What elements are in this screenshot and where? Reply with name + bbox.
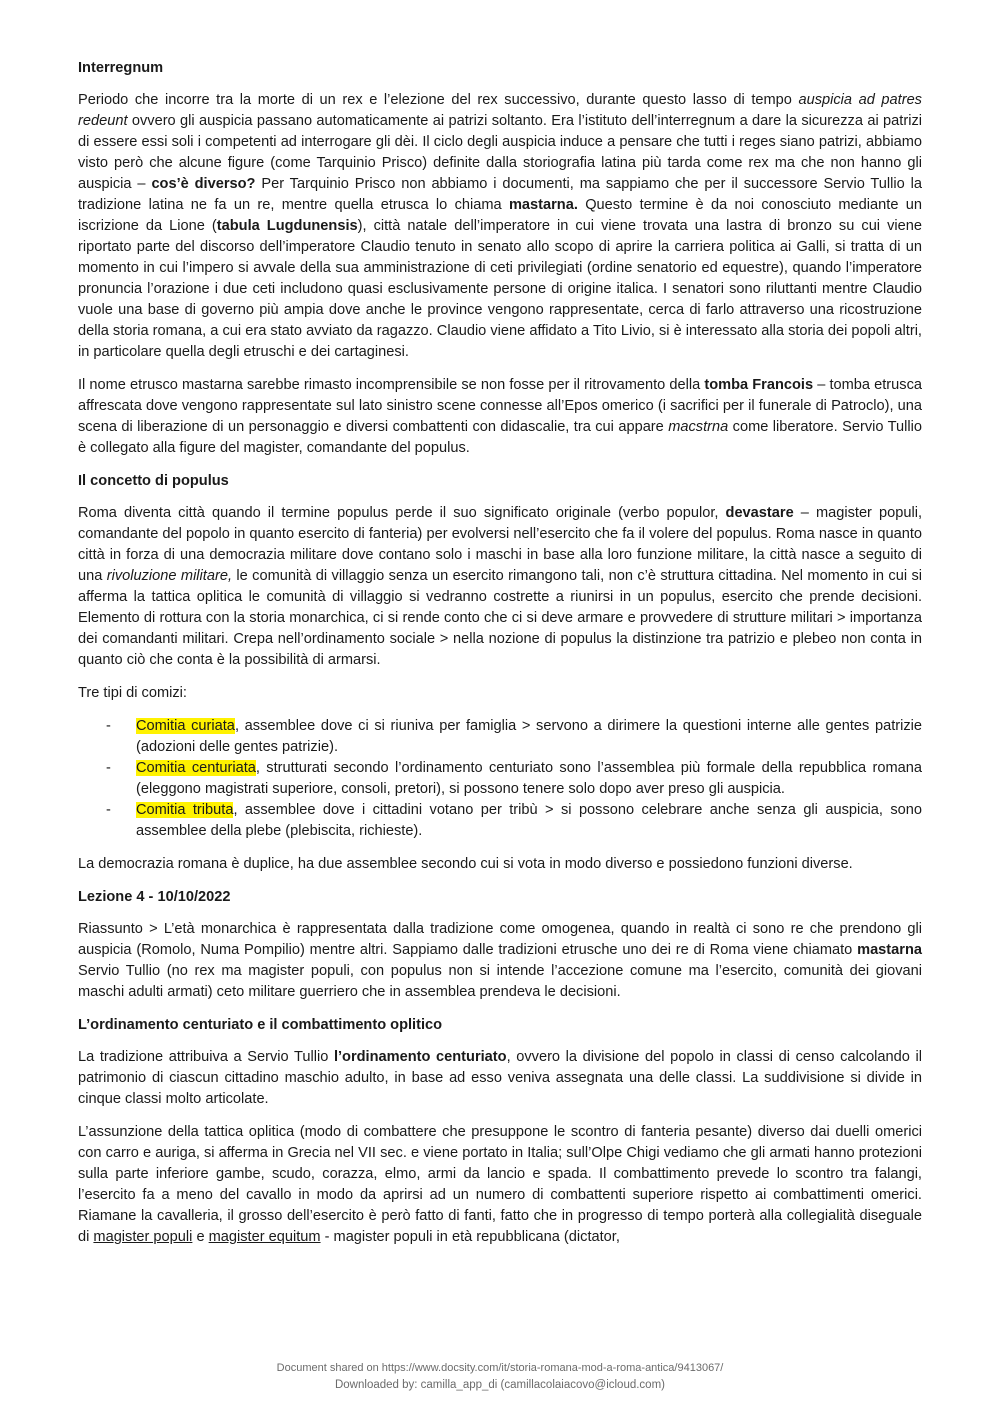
footer-shared-url[interactable]: Document shared on https://www.docsity.com/it/storia-romana-mod-a-roma-antica/9413067/ [276, 1362, 724, 1374]
link-magister-populi[interactable]: magister populi [93, 1229, 193, 1245]
list-item: - Comitia centuriata, strutturati secondo l’ordinamento centuriato sono l’assemblea più formale della repubblica romana (eleggono magistrati superiore, consoli, pretori), si possono tenere solo dopo aver preso gli auspicia. [106, 760, 922, 797]
highlight-comitia-centuriata: Comitia centuriata [136, 760, 256, 776]
paragraph-interregnum-1: Periodo che incorre tra la morte di un rex e l’elezione del rex successivo, durante questo lasso di tempo auspicia ad patres redeunt ovvero gli auspicia passano automaticamente ai patrizi soltanto. Era l’istituto dell’interregnum a dare la sicurezza ai patrizi di essere essi soli i competenti ad interrogare gli dèi. Il ciclo degli auspicia induce a pensare che tutti i reges siano patrizi, abbiamo visto però che alcune figure (come Tarquinio Prisco) definite dalla storiografia latina più tarda come rex ma che non hanno gli auspicia – cos’è diverso? Per Tarquinio Prisco non abbiamo i documenti, ma sappiamo che per il successore Servio Tullio la tradizione latina ne fa un re, mentre quella etrusca lo chiama mastarna. Questo termine è da noi conosciuto mediante un iscrizione da Lione (tabula Lugdunensis), città natale dell’imperatore in cui viene trovata una lastra di bronzo su cui viene riportato parte del discorso dell’imperatore Claudio tenuto in senato allo scopo di aprire la carriera politica ai Galli, si tratta di un momento in cui l’impero si avvale della sua amministrazione di ceti privilegiati (ordine senatorio ed equestre), quando l’imperatore pronuncia l’orazione i due ceti includono quasi esclusivamente persone di origine italica. I senatori sono riluttanti mentre Claudio vuole una base di governo più ampia dove anche le province vengono rappresentate, cerca di farlo attraverso una ricostruzione della storia romana, a cui era stato avviato da ragazzo. Claudio viene affidato a Tito Livio, si è interessato alla storia dei popoli altri, in particolare quella degli etruschi e dei cartaginesi. [78, 92, 922, 360]
paragraph-riassunto: Riassunto > L’età monarchica è rappresentata dalla tradizione come omogenea, quando in realtà ci sono re che prendono gli auspicia (Romolo, Numa Pompilio) mentre altri. Sappiamo dalle tradizioni etrusche uno dei re di Roma viene chiamato mastarna Servio Tullio (no rex ma magister populi, con populus non si intende l’accezione comune ma l’esercito, comunità dei giovani maschi adulti armati) ceto militare guerriero che in assemblea prendeva le decisioni. [78, 921, 922, 1000]
list-item: - Comitia curiata, assemblee dove ci si riuniva per famiglia > servono a dirimere la questioni interne alle gentes patrizie (adozioni delle gentes patrizie). [106, 718, 923, 755]
heading-populus: Il concetto di populus [78, 473, 229, 489]
heading-interregnum: Interregnum [78, 60, 164, 76]
comizi-list [78, 716, 922, 842]
paragraph-ordinamento-1: La tradizione attribuiva a Servio Tullio l’ordinamento centuriato, ovvero la divisione del popolo in classi di censo calcolando il patrimonio di ciascun cittadino maschio adulto, in base ad esso veniva assegnata una delle classi. La suddivisione si divide in cinque classi molto articolate. [78, 1049, 922, 1107]
highlight-comitia-tributa: Comitia tributa [136, 802, 234, 818]
link-magister-equitum[interactable]: magister equitum [208, 1229, 321, 1245]
heading-ordinamento: L’ordinamento centuriato e il combattimento oplitico [78, 1017, 443, 1033]
heading-lezione: Lezione 4 - 10/10/2022 [78, 889, 231, 905]
paragraph-comizi-intro: Tre tipi di comizi: [78, 685, 187, 701]
highlight-comitia-curiata: Comitia curiata [136, 718, 235, 734]
paragraph-populus-1: Roma diventa città quando il termine populus perde il suo significato originale (verbo populor, devastare – magister populi, comandante del popolo in quanto esercito di fanteria) per evolversi nell’esercito che fa il volere del populus. Roma nasce in quanto città in forza di una democrazia militare dove contano solo i maschi in base alla loro funzione militare, la città nasce a seguito di una rivoluzione militare, le comunità di villaggio senza un esercito rimangono tali, non c’è struttura cittadina. Nel momento in cui si afferma la tattica oplitica le comunità di villaggio si vedranno costrette a riunirsi in un populus, esercito che prende decisioni. Elemento di rottura con la storia monarchica, ci si rende conto che ci si deve armare e provvedere di strutture militari > importanza dei comandanti militari. Crepa nell’ordinamento sociale > nella nozione di populus la distinzione tra patrizio e plebeo non conta in quanto ciò che conta è la possibilità di armarsi. [78, 505, 923, 668]
paragraph-ordinamento-2: L’assunzione della tattica oplitica (modo di combattere che presuppone le scontro di fanteria pesante) diverso dai duelli omerici con carro e auriga, si afferma in Grecia nel VII sec. e viene portato in Italia; sull’Olpe Chigi vediamo che gli armati hanno protezioni sulla parte inferiore gambe, scudo, corazza, elmo, armi da lancio e spada. Il combattimento prevede lo scontro tra falangi, l’esercito fa a meno del cavallo in modo da aprirsi ad un numero di combattenti superiore rispetto ai combattimenti omerici. Riamane la cavalleria, il grosso dell’esercito è però fatto di fanti, fatto che in progresso di tempo porterà alla collegialità diseguale di magister populi e magister equitum - magister populi in età repubblicana (dictator, [78, 1124, 922, 1245]
paragraph-democrazia: La democrazia romana è duplice, ha due assemblee secondo cui si vota in modo diverso e possiedono funzioni diverse. [78, 856, 853, 872]
document-page [78, 58, 922, 1260]
paragraph-interregnum-2: Il nome etrusco mastarna sarebbe rimasto incomprensibile se non fosse per il ritrovamento della tomba Francois – tomba etrusca affrescata dove vengono rappresentate sul lato sinistro scene connesse all’Epos omerico (i sacrifici per il funerale di Patroclo), una scena di liberazione di un personaggio e diversi combattenti con didascalie, tra cui appare macstrna come liberatore. Servio Tullio è collegato alla figure del magister, comandante del populus. [78, 377, 923, 456]
list-item: - Comitia tributa, assemblee dove i cittadini votano per tribù > si possono celebrare anche senza gli auspicia, sono assemblee della plebe (plebiscita, richieste). [106, 802, 922, 839]
footer-downloaded-by: Downloaded by: camilla_app_di (camillacolaiacovo@icloud.com) [334, 1379, 665, 1391]
